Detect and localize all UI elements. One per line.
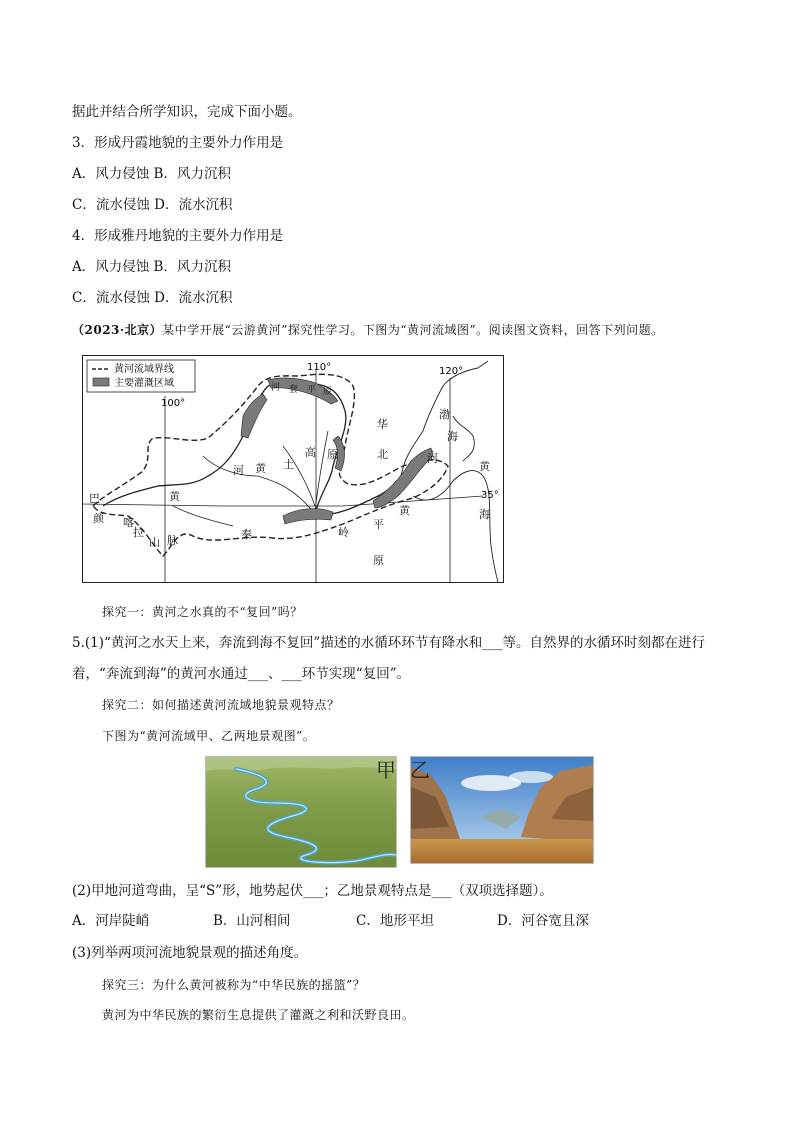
legend-irrigation-swatch [93,378,109,386]
map-label: 原 [373,554,384,567]
question-4: 4．形成雅丹地貌的主要外力作用是 [72,228,284,244]
irrigation-guanzhong [283,509,333,524]
map-label: 河 [271,383,281,393]
explore-1-heading: 探究一：黄河之水真的不“复回”吗？ [102,605,303,619]
explore-3-text: 黄河为中华民族的繁衍生息提供了灌溉之利和沃野良田。 [102,1008,415,1022]
yellow-river-basin-map [82,355,504,583]
map-label: 原 [323,387,333,397]
map-label: 平 [307,385,317,395]
question-4-options-ab: A．风力侵蚀 B．风力沉积 [72,259,231,275]
intro-text: 据此并结合所学知识，完成下面小题。 [72,104,302,120]
photo-jia-label: 甲 [376,758,396,782]
map-label: 平 [373,518,384,531]
question-5-1-line-2: 着，“奔流到海”的黄河水通过___、___环节实现“复回”。 [72,666,411,682]
map-label: 黄 [255,462,266,475]
lon-120-label: 120° [439,366,464,377]
map-label: 秦 [241,528,252,541]
explore-2-heading: 探究二：如何描述黄河流域地貌景观特点？ [102,698,340,712]
question-3-options-cd: C．流水侵蚀 D．流水沉积 [72,197,233,213]
map-label: 北 [377,448,388,461]
map-label: 河 [427,452,438,465]
map-label: 河 [233,464,244,477]
map-label: 巴 [89,492,100,505]
latitude-line-35 [83,496,483,506]
irrigation-ningxia [241,394,267,438]
map-label: 套 [289,385,299,395]
question-4-options-cd: C．流水侵蚀 D．流水沉积 [72,290,233,306]
photo-jia-meander [205,756,397,868]
legend-irrigation-label: 主要灌溉区域 [114,378,174,389]
map-label: 黄 [479,460,490,473]
map-label: 黄 [169,490,180,503]
map-label: 渤 [439,408,450,421]
question-3-options-ab: A．风力侵蚀 B．风力沉积 [72,166,231,182]
option-b: B．山河相间 [213,913,291,929]
question-5-3: (3)列举两项河流地貌景观的描述角度。 [72,945,308,961]
question-3: 3．形成丹霞地貌的主要外力作用是 [72,135,284,151]
source-tag: （2023·北京） [72,323,163,337]
legend-boundary-label: 黄河流域界线 [114,364,174,375]
lon-100-label: 100° [161,398,186,409]
question-stem [72,321,664,339]
basin-boundary [93,374,448,556]
photo-yi-label: 乙 [410,758,430,782]
map-label: 脉 [167,534,178,547]
map-label: 山 [149,536,160,549]
map-label: 海 [447,430,458,443]
photo-yi-gorge [410,756,594,864]
map-label: 土 [283,458,294,471]
option-a: A．河岸陡峭 [72,913,150,929]
map-label: 拉 [133,526,144,539]
map-label: 颜 [93,512,104,525]
meander-illustration [206,757,396,867]
lon-110-label: 110° [307,362,332,373]
stem-text: 某中学开展“云游黄河”探究性学习。下图为“黄河流域图”。阅读图文资料，回答下列问题。 [162,323,664,337]
map-label: 岭 [338,526,349,539]
option-d: D．河谷宽且深 [497,913,589,929]
question-5-1-line-1: 5.(1)“黄河之水天上来，奔流到海不复回”描述的水循环环节有降水和___等。自然界的水循环时刻都在进行 [72,635,706,651]
map-label: 黄 [399,504,410,517]
map-label: 高 [305,446,316,459]
map-label: 喀 [123,516,134,529]
explore-3-heading: 探究三：为什么黄河被称为“中华民族的摇篮”？ [102,978,366,992]
gorge-illustration [411,757,593,863]
question-5-2: (2)甲地河道弯曲，呈“S”形，地势起伏___；乙地景观特点是___（双项选择题）。 [72,883,553,899]
figure-caption: 下图为“黄河流域甲、乙两地景观图”。 [102,729,316,743]
option-c: C．地形平坦 [356,913,434,929]
map-label: 原 [327,448,338,461]
map-label: 海 [479,508,490,521]
lat-35-label: 35° [481,490,499,501]
map-label: 华 [377,418,388,431]
